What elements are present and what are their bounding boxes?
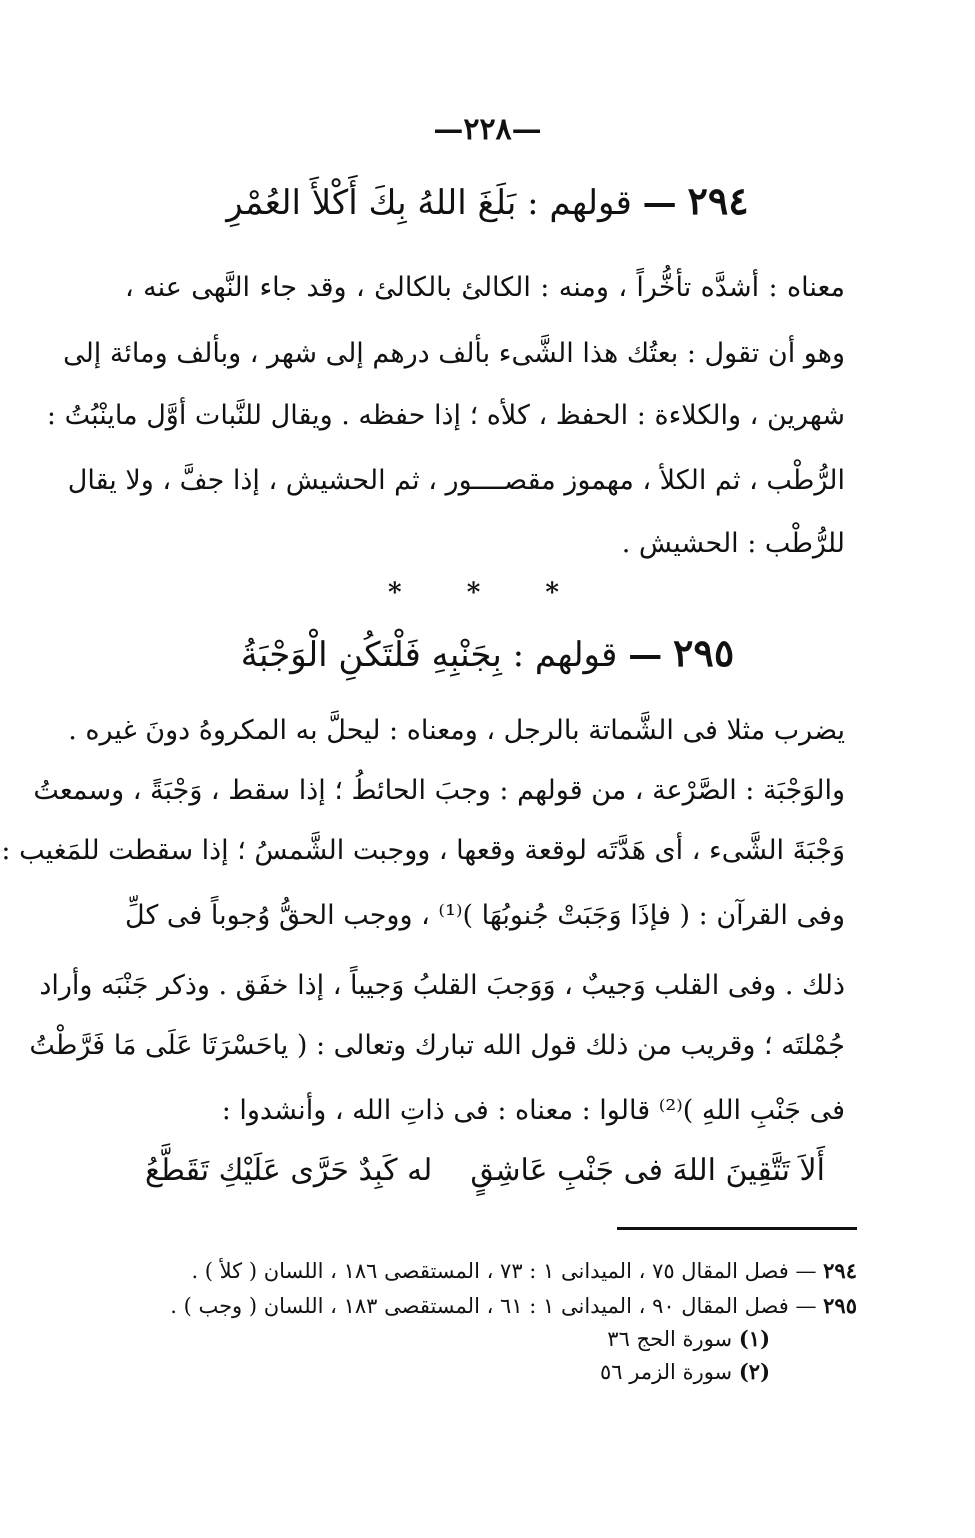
footnote-text: سورة الزمر ٥٦ [600, 1360, 733, 1384]
footnote-text: سورة الحج ٣٦ [607, 1327, 733, 1351]
footnote-number: ٢٩٥ [823, 1293, 857, 1318]
text-line: الرُّطْب ، ثم الكلأ ، مهموز مقصــــور ، ثم الحشيش ، إذا جفَّ ، ولا يقال [67, 465, 845, 496]
page-number: —٢٢٨— [433, 112, 542, 147]
text-line: جُمْلتَه ؛ وقريب من ذلك قول الله تبارك وتعالى : ( ياحَسْرَتَا عَلَى مَا فَرَّطْتُ [29, 1030, 845, 1061]
verse-first-half: أَلاَ تَتَّقِينَ اللهَ فى جَنْبِ عَاشِقٍ [470, 1153, 825, 1188]
footnote [607, 1326, 770, 1351]
text-line: فى جَنْبِ اللهِ )⁽²⁾ قالوا : معناه : فى ذاتِ الله ، وأنشدوا : [221, 1095, 845, 1126]
section-heading-295 [150, 630, 825, 675]
section-title: قولهم : بِجَنْبِهِ فَلْتَكُنِ الْوَجْبَةُ [240, 635, 618, 675]
section-number: ٢٩٥ [673, 630, 735, 675]
text-line: للرُّطْب : الحشيش . [621, 528, 845, 559]
footnote-number: (١) [738, 1326, 770, 1351]
section-dash: — [642, 183, 677, 223]
text-line: ذلك . وفى القلب وَجيبٌ ، وَوَجبَ القلبُ وَجيباً ، إذا خفَق . وذكر جَنْبَه وأراد [39, 970, 845, 1001]
footnote [600, 1359, 770, 1384]
section-heading-294 [150, 178, 825, 223]
footnote-number: ٢٩٤ [823, 1258, 857, 1283]
text-line: شهرين ، والكلاءة : الحفظ ، كلأه ؛ إذا حفظه . ويقال للنَّبات أوَّل ماينْبُتُ : [46, 400, 845, 431]
text-line: معناه : أشدَّه تأخُّراً ، ومنه : الكالئ بالكالئ ، وقد جاء النَّهى عنه ، [125, 272, 845, 303]
text-line: وهو أن تقول : بعتُك هذا الشَّىء بألف درهم إلى شهر ، وبألف ومائة إلى [63, 338, 845, 369]
verse-second-half: له كَبِدٌ حَرَّى عَلَيْكِ تَقَطَّعُ [145, 1153, 433, 1188]
section-separator: * * * [388, 578, 587, 608]
footnote-text: — فصل المقال ٧٥ ، الميدانى ١ : ٧٣ ، المستقصى ١٨٦ ، اللسان ( كلأ ) . [191, 1259, 817, 1283]
poetry-verse [145, 1153, 825, 1188]
footnote-divider [617, 1227, 857, 1230]
text-line: والوَجْبَة : الصَّرْعة ، من قولهم : وجبَ الحائطُ ؛ إذا سقط ، وَجْبَةً ، وسمعتُ [33, 775, 845, 806]
footnote [170, 1293, 857, 1318]
footnote [191, 1258, 857, 1283]
text-line: يضرب مثلا فى الشَّماتة بالرجل ، ومعناه : ليحلَّ به المكروهُ دونَ غيره . [68, 715, 845, 746]
text-line: وفى القرآن : ( فإذَا وَجَبَتْ جُنوبُهَا )⁽¹⁾ ، ووجب الحقُّ وُجوباً فى كلِّ [125, 900, 845, 931]
section-dash: — [628, 635, 663, 675]
footnote-text: — فصل المقال ٩٠ ، الميدانى ١ : ٦١ ، المستقصى ١٨٣ ، اللسان ( وجب ) . [170, 1294, 817, 1318]
footnote-number: (٢) [738, 1359, 770, 1384]
section-title: قولهم : بَلَغَ اللهُ بِكَ أَكْلأَ العُمْرِ [226, 183, 632, 223]
text-line: وَجْبَةَ الشَّىء ، أى هَدَّتَه لوقعة وقعها ، ووجبت الشَّمسُ ؛ إذا سقطت للمَغيب : [1, 835, 845, 866]
section-number: ٢٩٤ [687, 178, 749, 223]
